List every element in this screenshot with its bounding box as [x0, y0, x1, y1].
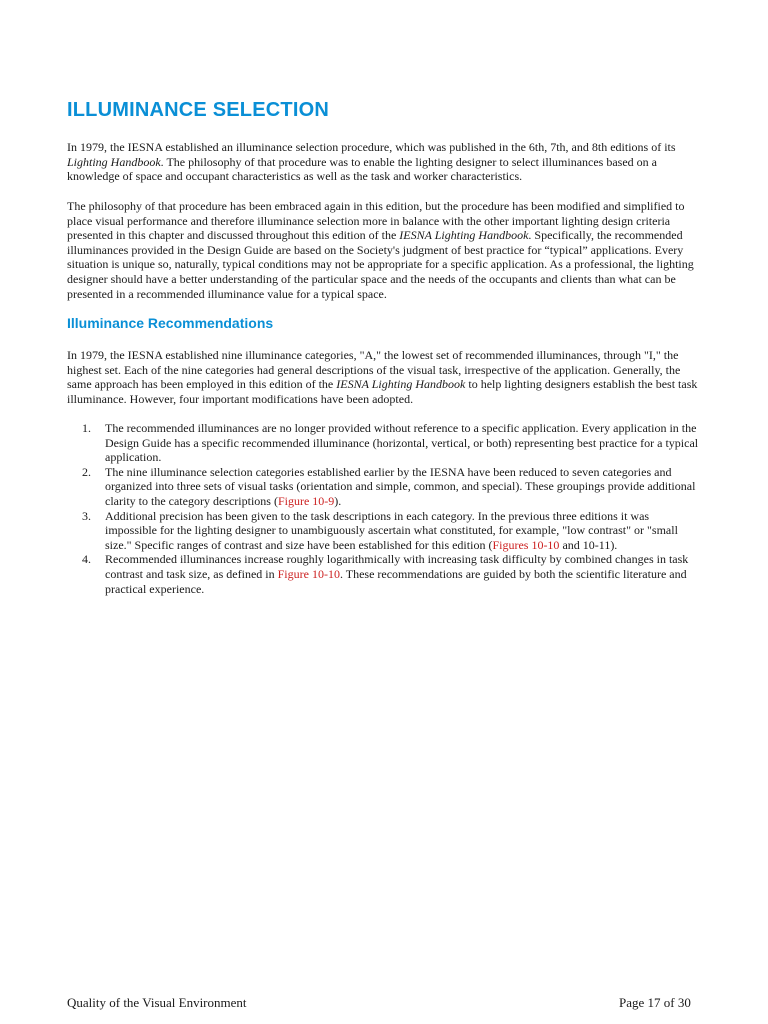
intro-paragraph-2	[67, 199, 701, 301]
section-heading: Illuminance Recommendations	[67, 315, 274, 331]
list-item	[67, 552, 701, 596]
section-book-title: IESNA Lighting Handbook	[336, 377, 466, 392]
list-item-number: 2.	[82, 464, 91, 479]
list-item	[67, 421, 701, 465]
intro-p1-book-title: Lighting Handbook	[67, 154, 161, 169]
modifications-list	[67, 421, 701, 596]
intro-p2-text-b: . Specifically, the recommended illuminances provided in the Design Guide are based on the Society's judgment of best practice for “typical” applications. Every situation is unique so, naturally, typical conditions may not be appropriate for a specific application. As a professional, the lighting designer should have a better understanding of the particular space and the needs of the occupants and clients than what can be presented in a recommended illuminance value for a typical space.	[67, 228, 694, 301]
page-title: ILLUMINANCE SELECTION	[67, 99, 329, 121]
list-item-number: 1.	[82, 421, 91, 435]
intro-p1-text-b: . The philosophy of that procedure was to enable the lighting designer to select illuminances based on a knowledge of space and occupant characteristics as well as the task and worker characteristics.	[67, 154, 657, 184]
figure-link[interactable]: Figure 10-9	[277, 493, 335, 508]
intro-p1-text-a: In 1979, the IESNA established an illuminance selection procedure, which was published in the 6th, 7th, and 8th editions of its	[67, 140, 676, 154]
list-item-text: The nine illuminance selection categories established earlier by the IESNA have been reduced to seven categories and organized into three sets of visual tasks (orientation and simple, common, and special). These groupings provide additional clarity to the category descriptions (	[105, 464, 696, 508]
list-item-number: 3.	[82, 508, 91, 523]
list-item-text: Additional precision has been given to the task descriptions in each category. In the previous three editions it was impossible for the lighting designer to unambiguously ascertain what constituted, for example, "low contrast" or "small size." Specific ranges of contrast and size have been established for this edition (	[105, 508, 678, 552]
list-item-tail: ).	[334, 493, 342, 508]
section-text-b: to help lighting designers establish the best task illuminance. However, four important modifications have been adopted.	[67, 377, 698, 406]
section-paragraph	[67, 348, 701, 406]
list-item-text: The recommended illuminances are no longer provided without reference to a specific application. Every application in the Design Guide has a specific recommended illuminance (horizontal, vertical, or both) representing best practice for a typical application.	[105, 421, 699, 465]
list-item-text: Recommended illuminances increase roughly logarithmically with increasing task difficulty by combined changes in task contrast and task size, as defined in	[105, 552, 689, 581]
list-item-tail: . These recommendations are guided by both the scientific literature and practical experience.	[105, 566, 687, 596]
list-item-number: 4.	[82, 552, 91, 567]
footer-page-number: Page 17 of 30	[619, 995, 691, 1010]
list-item-tail: and 10-11).	[559, 537, 618, 552]
intro-p2-text-a: The philosophy of that procedure has been embraced again in this edition, but the procedure has been modified and simplified to place visual performance and therefore illuminance selection more in balance with the other important lighting design criteria presented in this chapter and discussed throughout this edition of the	[67, 199, 685, 243]
figure-link[interactable]: Figures 10-10	[492, 537, 560, 552]
list-item	[67, 465, 701, 509]
list-item	[67, 509, 701, 553]
figure-link[interactable]: Figure 10-10	[277, 566, 340, 581]
section-text-a: In 1979, the IESNA established nine illuminance categories, "A," the lowest set of recommended illuminances, through "I," the highest set. Each of the nine categories had general descriptions of the visual task, irrespective of the application. Generally, the same approach has been employed in this edition of the	[67, 348, 681, 392]
intro-paragraph-1	[67, 140, 701, 184]
footer-document-title: Quality of the Visual Environment	[67, 995, 247, 1010]
intro-p2-book-title: IESNA Lighting Handbook	[399, 228, 529, 243]
